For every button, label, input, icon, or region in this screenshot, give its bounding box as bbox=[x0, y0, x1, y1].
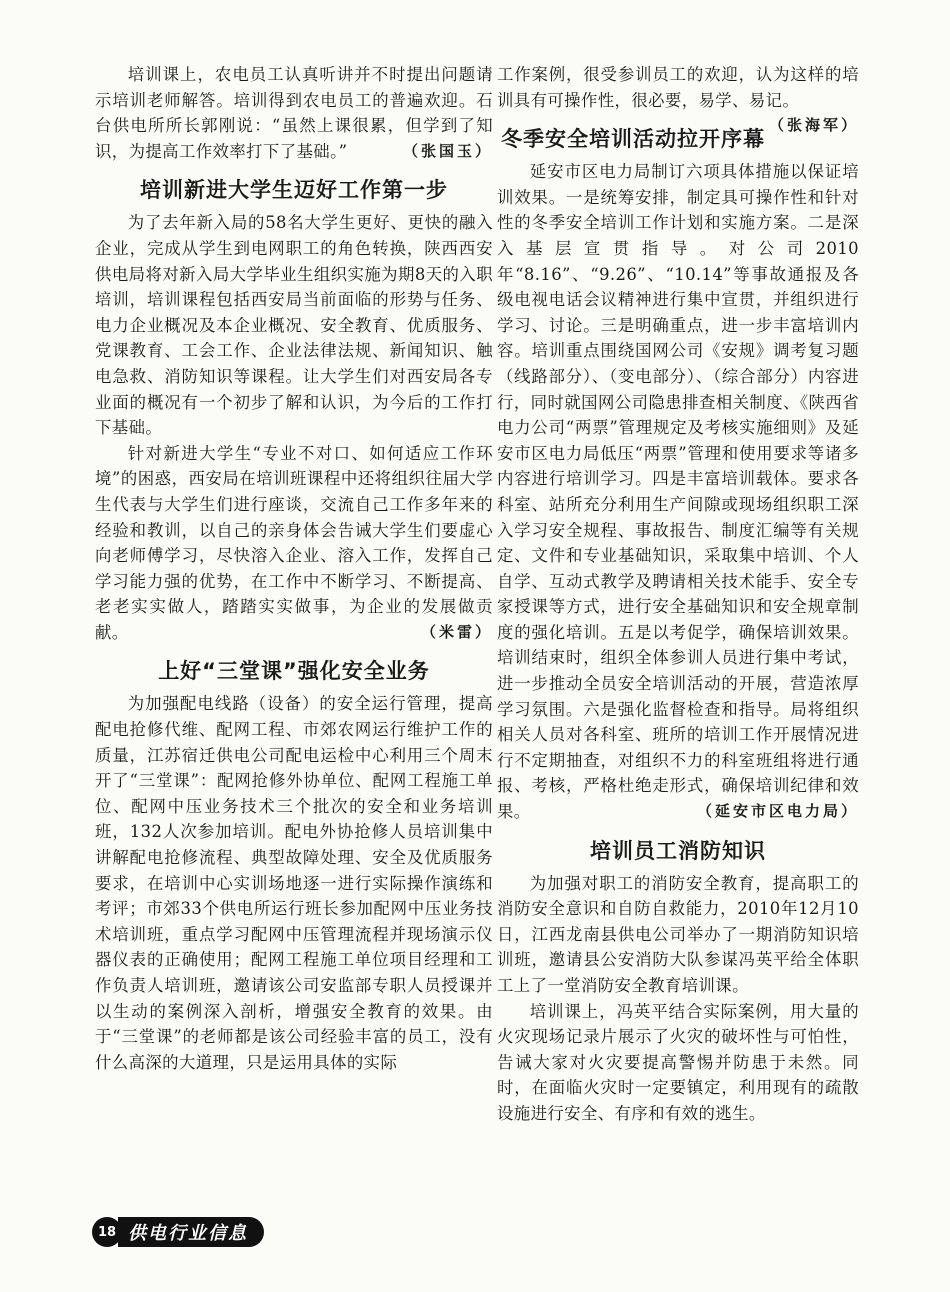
intro-paragraph: 培训课上，农电员工认真听讲并不时提出问题请示培训老师解答。培训得到农电员工的普遍欢迎。石台供电所所长郭刚说：“虽然上课很累，但学到了知识，为提高工作效率打下了基础。” （张国玉） bbox=[95, 62, 493, 164]
page-footer bbox=[92, 1212, 264, 1252]
page-number: 18 bbox=[92, 1217, 122, 1247]
article-paragraph: 为了去年新入局的58名大学生更好、更快的融入企业，完成从学生到电网职工的角色转换，陕西西安供电局将对新入局大学毕业生组织实施为期8天的入职培训，培训课程包括西安局当前面临的形势与任务、电力企业概况及本企业概况、安全教育、优质服务、党课教育、工会工作、企业法律法规、新闻知识、触电急救、消防知识等课程。让大学生们对西安局各专业面的概况有一个初步了解和认识，为今后的工作打下基础。 bbox=[95, 213, 493, 438]
publication-logo: 供电行业信息 bbox=[118, 1217, 264, 1247]
article-title-fire-safety: 培训员工消防知识 bbox=[590, 838, 766, 863]
article-paragraph: 为加强对职工的消防安全教育，提高职工的消防安全意识和自防自救能力，2010年12月10日，江西龙南县供电公司举办了一期消防知识培训班，邀请县公安消防大队参谋冯英平给全体职工上了一堂消防安全教育培训课。 bbox=[497, 873, 859, 995]
article-paragraph: 延安市区电力局制订六项具体措施以保证培训效果。一是统筹安排，制定具可操作性和针对性的冬季安全培训工作计划和实施方案。二是深入基层宣贯指导。对公司2010年“8.16”、“9.26”、“10.14”等事故通报及各级电视电话会议精神进行集中宣贯，并组织进行学习、讨论。三是明确重点，进一步丰富培训内容。培训重点围绕国网公司《安规》调考复习题（线路部分）、（变电部分）、（综合部分）内容进行，同时就国网公司隐患排查相关制度、《陕西省电力公司“两票”管理规定及考核实施细则》及延安市区电力局低压“两票”管理和使用要求等诸多内容进行培训学习。四是丰富培训载体。要求各科室、站所充分利用生产间隙或现场组织职工深入学习安全规程、事故报告、制度汇编等有关规定、文件和专业基础知识，采取集中培训、个人自学、互动式教学及聘请相关技术能手、安全专家授课等方式，进行安全基础知识和安全规章制度的强化培训。五是以考促学，确保培训效果。培训结束时，组织全体参训人员进行集中考试，进一步推动全员安全培训活动的开展，营造浓厚学习氛围。六是强化监督检查和指导。局将组织相关人员对各科室、班所的培训工作开展情况进行不定期抽查，对组织不力的科室班组将进行通报、考核，严格杜绝走形式，确保培训纪律和效果。 （延安市区电力局） bbox=[497, 159, 859, 824]
article-paragraph: 针对新进大学生“专业不对口、如何适应工作环境”的困惑，西安局在培训班课程中还将组织往届大学生代表与大学生们进行座谈，交流自己工作多年来的经验和教训，以自己的亲身体会告诫大学生们要虚心向老师傅学习，尽快溶入企业、溶入工作，发挥自己学习能力强的优势，在工作中不断学习、不断提高、老老实实做人，踏踏实实做事，为企业的发展做贡献。 （米雷） bbox=[95, 441, 493, 646]
article-paragraph: 为加强配电线路（设备）的安全运行管理，提高配电抢修代维、配网工程、市郊农网运行维护工作的质量，江苏宿迁供电公司配电运检中心利用三个周末开了“三堂课”：配网抢修外协单位、配网工程施工单位、配网中压业务技术三个批次的安全和业务培训班，132人次参加培训。配电外协抢修人员培训集中讲解配电抢修流程、典型故障处理、安全及优质服务要求，在培训中心实训场地逐一进行实际操作演练和考评；市郊33个供电所运行班长参加配网中压业务技术培训班，重点学习配网中压管理流程并现场演示仪器仪表的正确使用；配网工程施工单位项目经理和工作负责人培训班，邀请该公司安监部专职人员授课并以生动的案例深入剖析，增强安全教育的效果。由于“三堂课”的老师都是该公司经验丰富的员工，没有什么高深的大道理，只是运用具体的实际 bbox=[95, 694, 493, 1072]
right-column bbox=[497, 62, 859, 1127]
article-title-winter-safety: 冬季安全培训活动拉开序幕 bbox=[500, 127, 765, 152]
intro-byline: （张国玉） bbox=[402, 141, 493, 160]
continued-paragraph: 工作案例，很受参训员工的欢迎，认为这样的培训具有可操作性，很必要，易学、易记。 （张海军） bbox=[497, 62, 859, 113]
article-title-new-graduates: 培训新进大学生迈好工作第一步 bbox=[140, 178, 448, 203]
article-title-three-lessons: 上好“三堂课”强化安全业务 bbox=[158, 659, 430, 684]
article-paragraph: 培训课上，冯英平结合实际案例，用大量的火灾现场记录片展示了火灾的破坏性与可怕性，告诫大家对火灾要提高警惕并防患于未然。同时，在面临火灾时一定要镇定，利用现有的疏散设施进行安全、有序和有效的逃生。 bbox=[497, 1001, 859, 1123]
article-byline: （米雷） bbox=[420, 622, 493, 641]
left-column bbox=[95, 62, 493, 1075]
continued-byline: （张海军） bbox=[768, 116, 859, 135]
article-byline: （延安市区电力局） bbox=[696, 802, 859, 821]
